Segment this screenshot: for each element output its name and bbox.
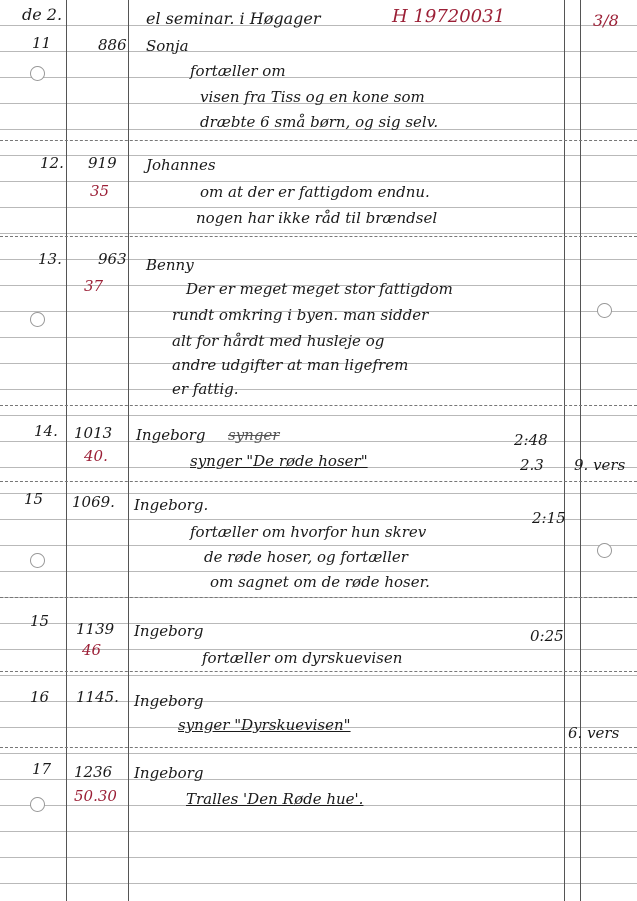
tape-counter: 919 <box>88 154 117 172</box>
page-number: 3/8 <box>593 11 619 30</box>
tape-sub-counter: 37 <box>84 277 104 295</box>
punch-hole <box>30 553 45 568</box>
entry-line: er fattig. <box>172 380 239 398</box>
punch-hole <box>597 303 612 318</box>
margin-line-1 <box>66 0 67 901</box>
entry-line: om at der er fattigdom endnu. <box>200 183 430 201</box>
entry-line: Tralles 'Den Røde hue'. <box>186 790 364 808</box>
tape-counter: 886 <box>98 36 127 54</box>
entry-line: rundt omkring i byen. man sidder <box>172 306 429 324</box>
punch-hole <box>30 66 45 81</box>
duration-secondary: 2.3 <box>520 456 544 474</box>
entry-line: Der er meget meget stor fattigdom <box>186 280 453 298</box>
header-left-label: de 2. <box>22 5 63 24</box>
tape-counter: 963 <box>98 250 127 268</box>
margin-line-3 <box>564 0 565 901</box>
margin-line-4 <box>580 0 581 901</box>
tape-sub-counter: 46 <box>82 641 102 659</box>
entry-number: 13. <box>38 250 62 268</box>
struck-word: synger <box>228 426 280 444</box>
header-title: el seminar. i Høgager <box>146 9 321 28</box>
speaker-name: Ingeborg <box>134 764 204 782</box>
speaker-name: Ingeborg. <box>134 496 209 514</box>
duration: 2:15 <box>532 509 566 527</box>
speaker-name: Ingeborg <box>134 692 204 710</box>
entry-separator <box>0 747 637 748</box>
entry-number: 17 <box>32 760 52 778</box>
tape-sub-counter: 40. <box>84 447 108 465</box>
speaker-name: Ingeborg <box>136 426 206 444</box>
entry-number: 15 <box>24 490 44 508</box>
entry-line: de røde hoser, og fortæller <box>204 548 408 566</box>
entry-separator <box>0 481 637 482</box>
entry-number: 16 <box>30 688 50 706</box>
punch-hole <box>30 797 45 812</box>
duration: 2:48 <box>514 431 548 449</box>
tape-counter: 1145. <box>76 688 119 706</box>
tape-counter: 1069. <box>72 493 115 511</box>
punch-hole <box>597 543 612 558</box>
entry-line: nogen har ikke råd til brændsel <box>196 209 438 227</box>
speaker-name: Benny <box>146 256 194 274</box>
entry-number: 11 <box>32 34 52 52</box>
entry-separator <box>0 236 637 237</box>
entry-line: visen fra Tiss og en kone som <box>200 88 425 106</box>
entry-number: 15 <box>30 612 50 630</box>
margin-line-2 <box>128 0 129 901</box>
entry-line: fortæller om hvorfor hun skrev <box>190 523 427 541</box>
duration: 0:25 <box>530 627 564 645</box>
archive-id: H 19720031 <box>392 6 506 27</box>
entry-separator <box>0 597 637 598</box>
entry-line: fortæller om <box>190 62 286 80</box>
entry-line: synger "Dyrskuevisen" <box>178 716 351 734</box>
tape-sub-counter: 35 <box>90 182 110 200</box>
entry-line: synger "De røde hoser" <box>190 452 368 470</box>
tape-counter: 1013 <box>74 424 113 442</box>
tape-sub-counter: 50.30 <box>74 787 117 805</box>
entry-line: dræbte 6 små børn, og sig selv. <box>200 113 439 131</box>
punch-hole <box>30 312 45 327</box>
verse-note: 9. vers <box>574 456 626 474</box>
entry-separator <box>0 140 637 141</box>
entry-separator <box>0 405 637 406</box>
speaker-name: Sonja <box>146 37 189 55</box>
entry-separator <box>0 671 637 672</box>
entry-line: alt for hårdt med husleje og <box>172 332 385 350</box>
entry-number: 12. <box>40 154 64 172</box>
entry-line: andre udgifter at man ligefrem <box>172 356 409 374</box>
verse-note: 6. vers <box>568 724 620 742</box>
tape-counter: 1139 <box>76 620 115 638</box>
tape-counter: 1236 <box>74 763 113 781</box>
entry-line: om sagnet om de røde hoser. <box>210 573 430 591</box>
entry-line: fortæller om dyrskuevisen <box>202 649 403 667</box>
entry-number: 14. <box>34 422 58 440</box>
speaker-name: Johannes <box>146 156 216 174</box>
speaker-name: Ingeborg <box>134 622 204 640</box>
